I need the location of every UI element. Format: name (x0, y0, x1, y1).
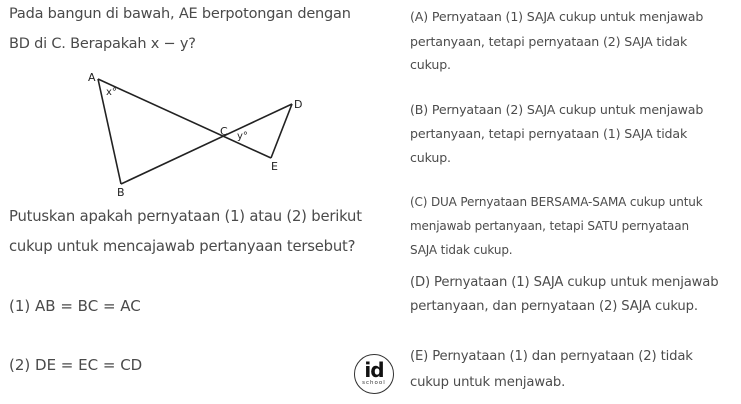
logo-sub-text: school (362, 380, 386, 386)
option-c-line-3: SAJA tidak cukup. (410, 243, 513, 257)
segment-bd (121, 104, 292, 184)
triangle-diagram (0, 0, 400, 200)
option-a-line-1: (A) Pernyataan (1) SAJA cukup untuk menjawab (410, 9, 704, 24)
option-c-line-2: menjawab pertanyaan, tetapi SATU pernyataan (410, 219, 689, 233)
point-label-a: A (88, 71, 96, 84)
logo-main-text: id (364, 358, 384, 382)
point-label-e: E (271, 160, 278, 173)
option-b-line-3: cukup. (410, 150, 451, 165)
segment-ae (98, 79, 271, 158)
question-line-2: BD di C. Berapakah x − y? (9, 36, 196, 52)
point-label-c: C (220, 125, 228, 138)
option-b-line-2: pertanyaan, tetapi pernyataan (1) SAJA tidak (410, 126, 688, 141)
option-e-line-2: cukup untuk menjawab. (410, 375, 566, 390)
option-b-line-1: (B) Pernyataan (2) SAJA cukup untuk menjawab (410, 102, 704, 117)
statement-2: (2) DE = EC = CD (9, 356, 143, 374)
option-c-line-1: (C) DUA Pernyataan BERSAMA-SAMA cukup untuk (410, 195, 703, 209)
option-d-line-1: (D) Pernyataan (1) SAJA cukup untuk menjawab (410, 275, 719, 290)
option-e-line-1: (E) Pernyataan (1) dan pernyataan (2) tidak (410, 349, 693, 364)
instruction-line-1: Putuskan apakah pernyataan (1) atau (2) berikut (9, 208, 362, 225)
angle-label-x: x° (106, 87, 117, 98)
point-label-b: B (117, 186, 125, 199)
statement-1: (1) AB = BC = AC (9, 297, 141, 315)
point-label-d: D (294, 98, 303, 111)
instruction-line-2: cukup untuk mencajawab pertanyaan tersebut? (9, 238, 356, 255)
idschool-logo (354, 354, 394, 394)
option-a-line-3: cukup. (410, 57, 451, 72)
option-a-line-2: pertanyaan, tetapi pernyataan (2) SAJA tidak (410, 34, 688, 49)
option-d-line-2: pertanyaan, dan pernyataan (2) SAJA cukup. (410, 299, 698, 314)
angle-label-y: y° (237, 131, 248, 142)
question-line-1: Pada bangun di bawah, AE berpotongan dengan (9, 6, 351, 22)
